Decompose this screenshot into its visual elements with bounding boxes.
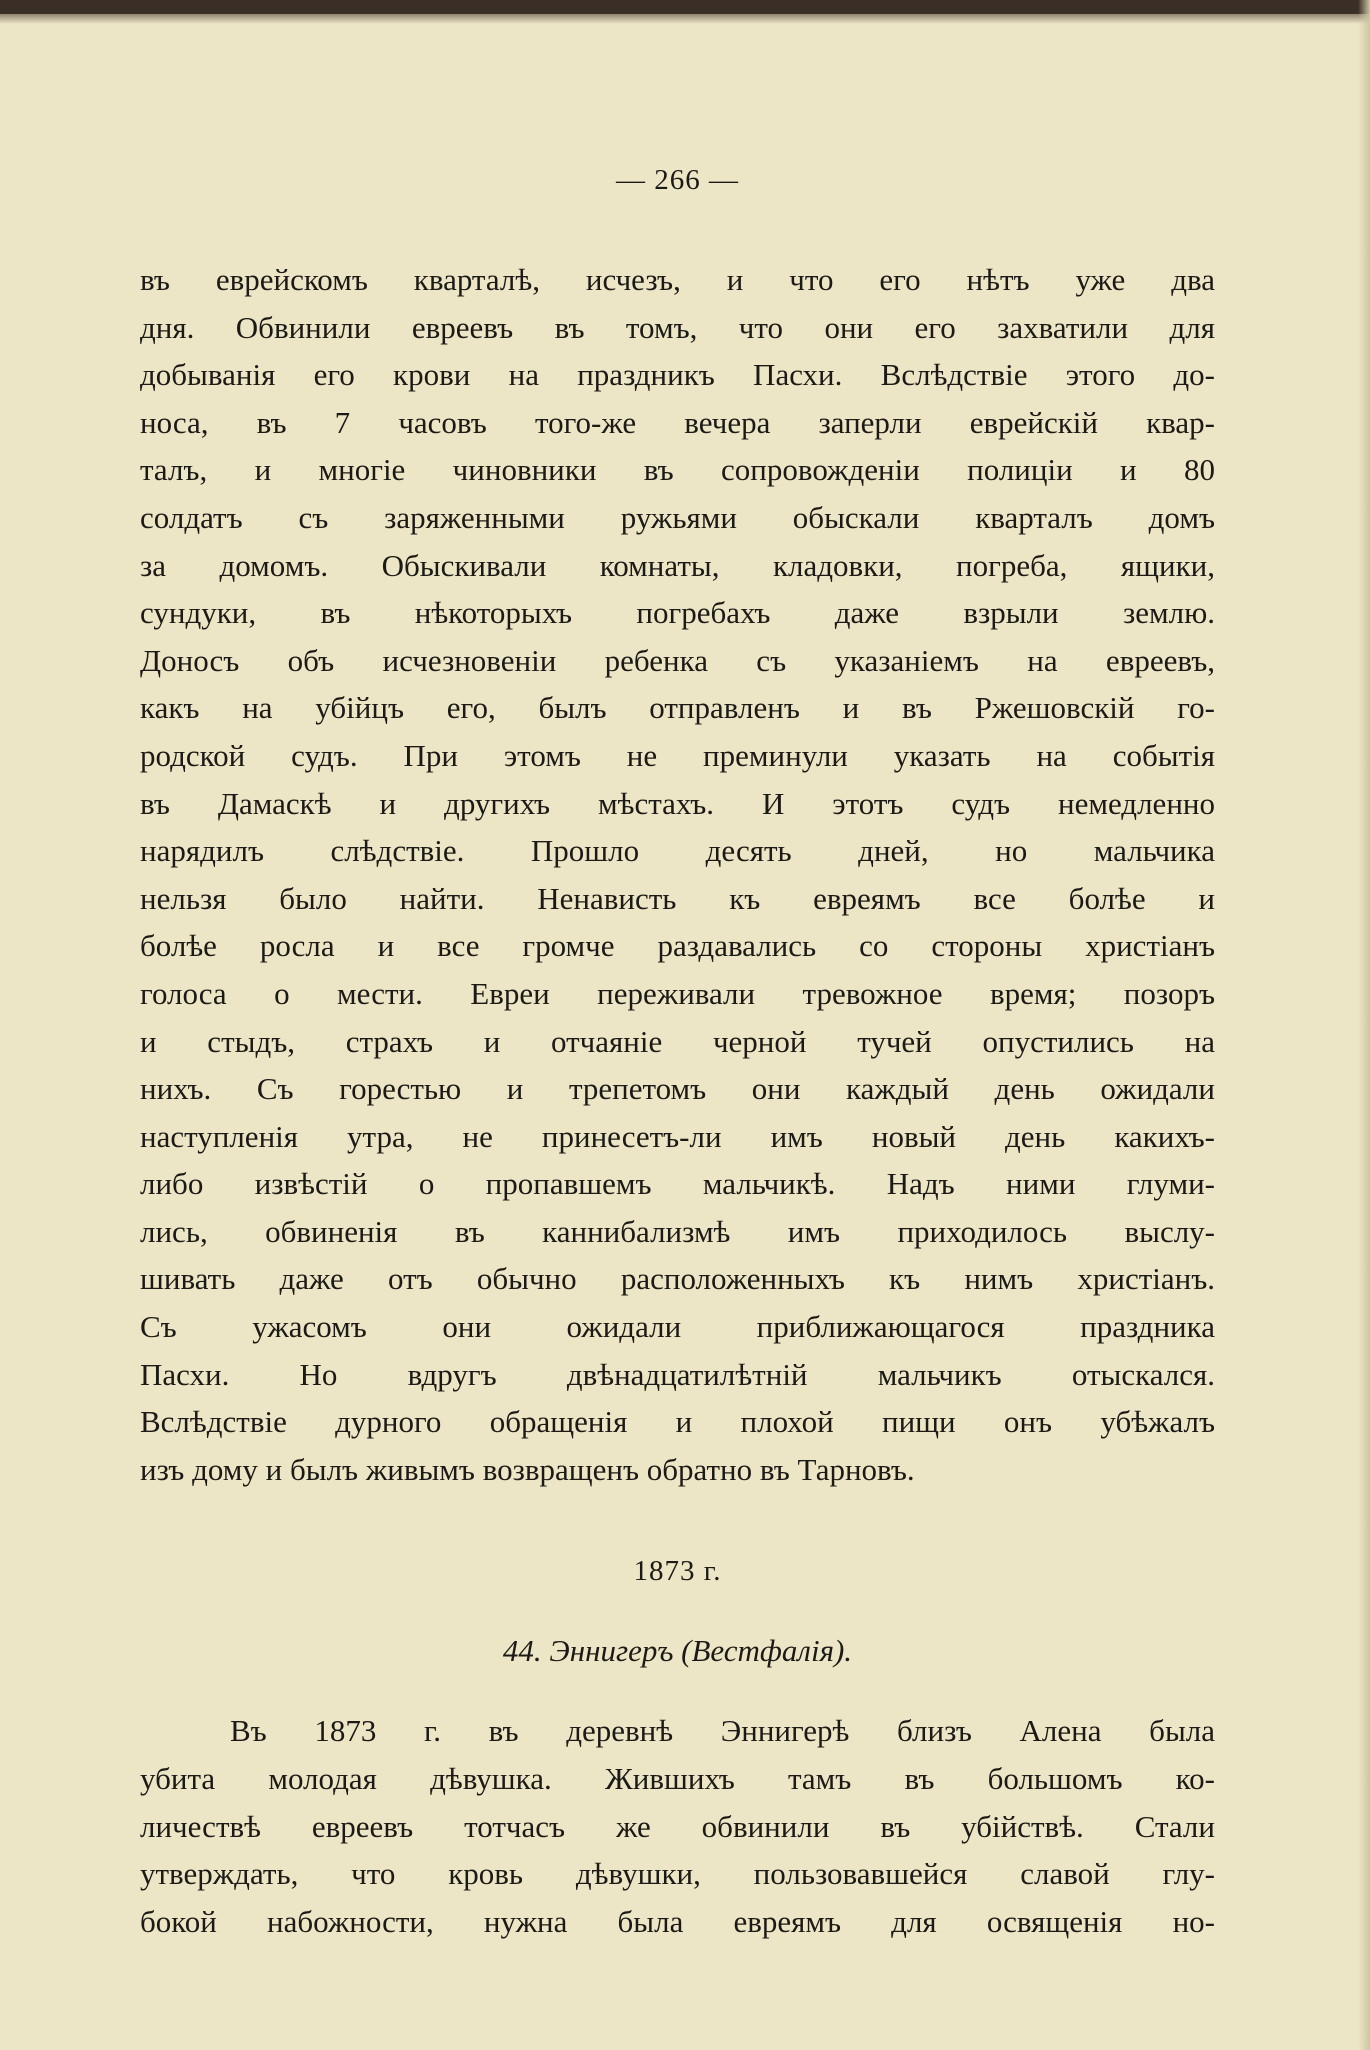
text-line: изъ дому и былъ живымъ возвращенъ обратно въ Тарновъ. [140, 1451, 915, 1487]
text-line: утверждать, что кровь дѣвушки, пользовавшейся славой глу- [140, 1856, 1215, 1892]
text-line: лись, обвиненія въ каннибализмѣ имъ приходилось выслу- [140, 1213, 1215, 1249]
text-line: шивать даже отъ обычно расположенныхъ къ нимъ христіанъ. [140, 1261, 1215, 1297]
text-line: въ еврейскомъ кварталѣ, исчезъ, и что его нѣтъ уже два [140, 262, 1215, 297]
year-heading: 1873 г. [633, 1555, 722, 1588]
paragraph-2 [140, 1707, 1215, 1945]
text-line: носа, въ 7 часовъ того-же вечера заперли еврейскій квар- [140, 404, 1215, 440]
text-line: Пасхи. Но вдругъ двѣнадцатилѣтній мальчикъ отыскался. [140, 1356, 1215, 1392]
text-line: нихъ. Съ горестью и трепетомъ они каждый день ожидали [140, 1071, 1215, 1107]
page-top-edge [0, 0, 1370, 14]
text-line: убита молодая дѣвушка. Жившихъ тамъ въ большомъ ко- [140, 1761, 1215, 1797]
text-line: голоса о мести. Евреи переживали тревожное время; позоръ [140, 975, 1215, 1011]
text-line: въ Дамаскѣ и другихъ мѣстахъ. И этотъ судъ немедленно [140, 785, 1215, 821]
text-line: добыванія его крови на праздникъ Пасхи. Вслѣдствіе этого до- [140, 357, 1215, 393]
text-line: и стыдъ, страхъ и отчаяніе черной тучей опустились на [140, 1023, 1215, 1059]
text-line: родской судъ. При этомъ не преминули указать на событія [140, 737, 1215, 773]
text-line: личествѣ евреевъ тотчасъ же обвинили въ убійствѣ. Стали [140, 1808, 1215, 1844]
text-line: Вслѣдствіе дурного обращенія и плохой пищи онъ убѣжалъ [140, 1404, 1215, 1440]
text-line: какъ на убійцъ его, былъ отправленъ и въ Ржешовскій го- [140, 690, 1215, 726]
text-line: сундуки, въ нѣкоторыхъ погребахъ даже взрыли землю. [140, 595, 1215, 631]
text-line: наступленія утра, не принесетъ-ли имъ новый день какихъ- [140, 1118, 1215, 1154]
text-line: Съ ужасомъ они ожидали приближающагося праздника [140, 1309, 1215, 1345]
text-line: дня. Обвинили евреевъ въ томъ, что они его захватили для [140, 309, 1215, 345]
text-line: талъ, и многіе чиновники въ сопровожденіи полиціи и 80 [140, 452, 1215, 488]
paragraph-1 [140, 256, 1215, 1493]
section-heading: 44. Эннигеръ (Вестфалія). [502, 1633, 853, 1669]
page-number: — 266 — [616, 164, 739, 196]
text-line: нарядилъ слѣдствіе. Прошло десять дней, но мальчика [140, 833, 1215, 869]
text-line: либо извѣстій о пропавшемъ мальчикѣ. Надъ ними глуми- [140, 1166, 1215, 1202]
text-line: Доносъ объ исчезновеніи ребенка съ указаніемъ на евреевъ, [140, 642, 1215, 678]
text-line: солдатъ съ заряженными ружьями обыскали кварталъ домъ [140, 499, 1215, 535]
text-line: болѣе росла и все громче раздавались со стороны христіанъ [140, 928, 1215, 964]
page-top-shadow [0, 14, 1370, 24]
page-right-edge [1358, 0, 1370, 2050]
text-line: нельзя было найти. Ненависть къ евреямъ все болѣе и [140, 880, 1215, 916]
text-line: Въ 1873 г. въ деревнѣ Эннигерѣ близъ Алена была [230, 1713, 1215, 1749]
text-line: за домомъ. Обыскивали комнаты, кладовки, погреба, ящики, [140, 547, 1215, 583]
book-page [140, 160, 1215, 1945]
text-line: бокой набожности, нужна была евреямъ для освященія но- [140, 1903, 1215, 1939]
